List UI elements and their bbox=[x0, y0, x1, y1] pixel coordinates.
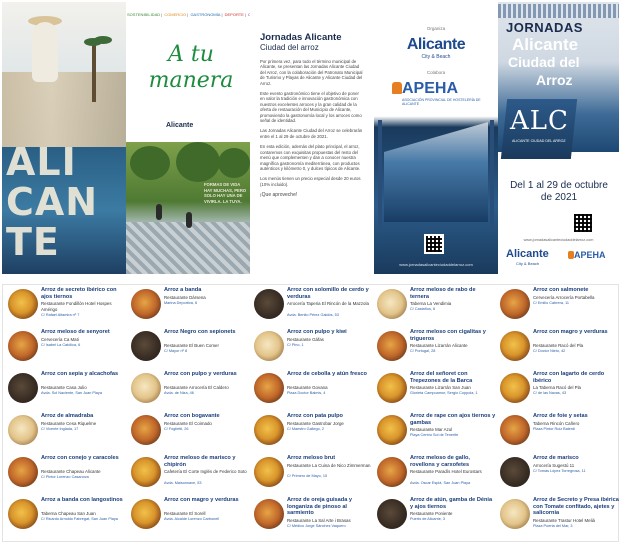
restaurant-name: Taberna Rincón Cañero bbox=[533, 420, 580, 426]
alicante-logo: Alicante bbox=[506, 248, 549, 260]
colabora-label: Colabora bbox=[426, 70, 446, 75]
restaurant-address: C/ Pino, 1 bbox=[287, 342, 304, 347]
rice-dish-photo bbox=[500, 373, 530, 403]
restaurant-address: Avda. Maisonnave, 53 bbox=[164, 480, 202, 485]
restaurant-address: Plaza Doctor Balmis, 4 bbox=[287, 391, 326, 396]
dish-name: Arroz de marisco bbox=[533, 455, 579, 461]
dish-name: Arroz meloso de marisco y chipirón bbox=[164, 455, 236, 468]
menu-item bbox=[374, 497, 497, 538]
restaurant-address: Puerto de Alicante, 3 bbox=[410, 517, 446, 522]
restaurant-address: C/ Doctor Nieto, 42 bbox=[533, 349, 566, 354]
restaurant-name: Taberna La Vendimia bbox=[410, 301, 452, 307]
rice-dish-photo bbox=[254, 289, 284, 319]
dish-name: Arroz de Secreto y Presa ibérica con Tomate confitado, ajetes y salicornia bbox=[533, 497, 619, 517]
restaurant-name: Restaurante Mar Azul bbox=[410, 427, 453, 433]
restaurant-address: C/ Primero de Mayo, 15 bbox=[287, 473, 328, 478]
restaurant-address: C/ Isabel La Católica, 6 bbox=[41, 342, 81, 347]
alc-badge-sub: ALICANTE CIUDAD DEL ARROZ bbox=[512, 139, 566, 143]
dish-name: Arroz con conejo y caracoles bbox=[41, 455, 119, 461]
palm-trunk bbox=[92, 42, 96, 102]
rice-dish-photo bbox=[131, 415, 161, 445]
menu-item bbox=[5, 413, 128, 454]
intro-paragraph: Los menús tienen un precio especial desde 20 euros (10% incluido). bbox=[260, 176, 361, 187]
restaurant-address: C/ Castaños, 6 bbox=[410, 307, 436, 312]
apeha-logo: APEHA bbox=[574, 250, 606, 260]
restaurant-address: C/ Emilio Cabrera, 11 bbox=[533, 300, 570, 305]
dish-name: Arroz con pulpo y kiwi bbox=[287, 329, 347, 335]
restaurant-address: Avda. Alcalde Lorenzo Carbonell bbox=[164, 517, 220, 522]
tagline: FORMAS DE VIDA HAY MUCHAS, PERO SOLO HAY UNA DE VIVIRLA. LA TUYA. bbox=[204, 182, 247, 204]
alicante-big-title bbox=[6, 142, 98, 262]
restaurant-name: Restaurante Lizarrán San Juan bbox=[410, 385, 471, 391]
intro-title: Jornadas Alicante bbox=[260, 32, 342, 43]
rice-dish-photo bbox=[131, 331, 161, 361]
cover-arroz: Arroz bbox=[536, 72, 573, 88]
mosaic-walkway bbox=[126, 222, 250, 274]
dish-name: Arroz del señoret con Trepezones de la Barca bbox=[410, 371, 473, 384]
dish-name: Arroz meloso de gallo, rovellons y carxofetes bbox=[410, 455, 470, 468]
restaurant-address: C/ Vicente Inglada, 17 bbox=[41, 426, 79, 431]
restaurant-name: Restaurante Lizarrán Alicante bbox=[410, 343, 468, 349]
dish-name: Arroz con bogavante bbox=[164, 413, 220, 419]
menu-item bbox=[5, 497, 128, 538]
restaurant-name: Cervecería Arrocería Portabella bbox=[533, 294, 595, 300]
restaurant-name: Taberna Chapeau San Juan bbox=[41, 511, 96, 517]
pedestrian bbox=[156, 204, 162, 220]
menu-column bbox=[128, 287, 251, 541]
restaurant-address: C/ Foglietti, 26 bbox=[164, 426, 189, 431]
dish-name: Arroz con magro y verduras bbox=[164, 497, 239, 503]
menu-item bbox=[497, 413, 620, 454]
dish-name: Arroz con pata pulpo bbox=[287, 413, 343, 419]
menu-column bbox=[5, 287, 128, 541]
alicante-logo: Alicante bbox=[406, 36, 466, 53]
qr-code-icon[interactable] bbox=[572, 212, 594, 234]
restaurant-name: Restaurante Cesa Riquelme bbox=[41, 420, 97, 426]
restaurant-address: C/ Tomás López Torregrosa, 11 bbox=[533, 468, 586, 473]
tree bbox=[218, 148, 250, 178]
restaurant-address: C/ Médico Jorge Sánchez Vaquero bbox=[287, 523, 346, 528]
menu-item bbox=[497, 497, 620, 538]
alc-badge-text: ALC bbox=[510, 106, 569, 136]
menu-item bbox=[128, 413, 251, 454]
menu-column bbox=[497, 287, 620, 541]
dish-name: Arroz a banda bbox=[164, 287, 202, 293]
panel-front-cover bbox=[498, 2, 619, 274]
decor-bar bbox=[490, 120, 494, 230]
restaurant-address: C/ Maestro Gallego, 2 bbox=[287, 426, 324, 431]
restaurant-address: Avda. de Niza, 46 bbox=[164, 391, 194, 396]
rice-dish-photo bbox=[377, 331, 407, 361]
intro-paragraph: En esta edición, además del plato principal, el arroz, contaremos con exquisitas propuestas del resto del menú que complementen y dan a conocer nuestra magnífica gastronomía mediterránea, con productos auténticos y kilómetro 0, y dulces típicos de Alicante. bbox=[260, 144, 361, 171]
menu-item bbox=[497, 455, 620, 496]
restaurant-name: La Taberna Racó del Pla bbox=[533, 385, 582, 391]
rice-dish-photo bbox=[254, 331, 284, 361]
restaurant-name: Arrocería Taperia El Rincón de la Mazzola bbox=[287, 301, 369, 307]
decor-bar bbox=[378, 120, 382, 230]
menu-item bbox=[251, 455, 374, 496]
menu-item bbox=[374, 329, 497, 370]
dish-name: Arroz con sepia y alcachofas bbox=[41, 371, 119, 377]
rice-dish-photo bbox=[500, 331, 530, 361]
rice-dish-photo bbox=[131, 499, 161, 529]
dish-name: Arroz de secreto ibérico con ajos tiernos bbox=[41, 287, 117, 300]
rice-dish-photo bbox=[377, 373, 407, 403]
restaurant-address: Marina Deportiva, 6 bbox=[164, 300, 198, 305]
pedestrian bbox=[186, 212, 192, 228]
restaurant-name: Restaurante Gáfas bbox=[287, 336, 324, 342]
menu-item bbox=[374, 371, 497, 412]
brochure-outside bbox=[2, 2, 619, 274]
menu-item bbox=[5, 287, 128, 328]
dish-name: Arroz de cebolla y atún fresco bbox=[287, 371, 367, 377]
strip-item: SOSTENIBILIDAD bbox=[127, 12, 161, 17]
woman-figure bbox=[32, 22, 58, 82]
intro-paragraph: Este evento gastronómico tiene el objetivo de poner en valor la tradición e innovación gastronómica con nuestros excelentes arroces y la gran calidad de la oferta de restauración del Municipio de Alicante, promoviendo la gastronomía local y los arroces como señal de identidad. bbox=[260, 91, 362, 124]
menu-item bbox=[497, 371, 620, 412]
menu-item bbox=[5, 455, 128, 496]
intro-paragraph: Las Jornadas Alicante Ciudad del Arroz se celebrarán entre el 1 al 29 de octubre de 2021. bbox=[260, 128, 363, 139]
dish-name: Arroz Negro con sepionets bbox=[164, 329, 236, 335]
tree bbox=[176, 142, 220, 182]
menu-item bbox=[251, 287, 374, 328]
cover-alicante: Alicante bbox=[512, 35, 579, 54]
dish-name: Arroz meloso brut bbox=[287, 455, 336, 461]
menu-item bbox=[251, 413, 374, 454]
dish-name: Arroz de foie y setas bbox=[533, 413, 588, 419]
rice-dish-photo bbox=[254, 457, 284, 487]
dish-name: Arroz meloso de rabo de ternera bbox=[410, 287, 476, 300]
restaurant-address: C/ Pintor Lorenzo Casanova bbox=[41, 475, 89, 480]
restaurant-name: Restaurante Govana bbox=[287, 385, 328, 391]
rice-dish-photo bbox=[377, 415, 407, 445]
restaurant-name: Restaurante El Buen Comer bbox=[164, 343, 219, 349]
restaurant-name: Restaurante Trastur Hotel Meliá bbox=[533, 517, 595, 523]
organiza-label: Organiza bbox=[426, 26, 446, 31]
restaurant-name: Cervecería Ca Mati bbox=[41, 336, 79, 342]
big-word-line: ALI bbox=[6, 140, 77, 184]
alicante-logo-sub: City & Beach bbox=[516, 261, 540, 266]
brochure-inside-menu-list bbox=[2, 284, 619, 542]
restaurant-address: C/ Rafael Altamira nº 7 bbox=[41, 312, 80, 317]
strip-item: GASTRONOMÍA bbox=[190, 12, 221, 17]
rice-dish-photo bbox=[8, 499, 38, 529]
restaurant-name: Restaurante Casa Julio bbox=[41, 385, 87, 391]
menu-item bbox=[5, 371, 128, 412]
restaurant-name: Restaurante El Sorell bbox=[164, 511, 206, 517]
restaurant-name: Restaurante El Coimado bbox=[164, 420, 212, 426]
tree bbox=[130, 146, 170, 180]
rice-dish-photo bbox=[131, 373, 161, 403]
apeha-sub: ASOCIACIÓN PROVINCIAL DE HOSTELERÍA DE ALICANTE bbox=[402, 98, 481, 106]
restaurant-address: Playa Centro Sol de Tenerife bbox=[410, 433, 459, 438]
menu-item bbox=[251, 371, 374, 412]
panel-slogan bbox=[126, 2, 250, 274]
menu-item bbox=[128, 329, 251, 370]
menu-item bbox=[128, 287, 251, 328]
restaurant-name: Restaurante Arrocería El Caldero bbox=[164, 385, 229, 391]
rice-dish-photo bbox=[377, 457, 407, 487]
restaurant-address: C/ Mayor nº 8 bbox=[164, 349, 188, 354]
menu-item bbox=[497, 329, 620, 370]
restaurant-name: Restaurante Paradís Hotel Eurostars bbox=[410, 469, 482, 475]
dish-name: Arroz con pulpo y verduras bbox=[164, 371, 237, 377]
big-word-line: CAN bbox=[6, 180, 99, 224]
dish-name: Arroz de oreja guisada y longaniza de pinoso al sarmiento bbox=[287, 497, 352, 517]
category-strip: SOSTENIBILIDAD| COMERCIO| GASTRONOMÍA| DEPORTE| bbox=[126, 12, 250, 17]
event-dates: Del 1 al 29 de octubre de 2021 bbox=[510, 180, 608, 203]
rice-dish-photo bbox=[500, 457, 530, 487]
intro-paragraph: Por primera vez, para todo el término municipal de Alicante, se presentan las Jornadas Alicante Ciudad del Arroz, con la colaboración del Patronato Municipal de Turismo y Playas de Alicante y Alicante Ciudad del Arroz. bbox=[260, 59, 363, 86]
cover-jornadas: JORNADAS bbox=[506, 20, 583, 35]
rice-dish-photo bbox=[8, 415, 38, 445]
cover-ciudad: Ciudad del bbox=[508, 54, 580, 70]
rice-dish-photo bbox=[500, 415, 530, 445]
restaurant-address: C/ de las Navas, 43 bbox=[533, 391, 567, 396]
dish-name: Arroz con lagarto de cerdo ibérico bbox=[533, 371, 605, 384]
rice-dish-photo bbox=[377, 289, 407, 319]
intro-closing: ¡Que aproveche! bbox=[260, 192, 298, 199]
panel-intro bbox=[250, 2, 374, 274]
rice-dish-photo bbox=[254, 415, 284, 445]
restaurant-name: Restaurante Dársena bbox=[164, 294, 206, 300]
restaurant-address: Glorieta Campoamor, Sergio Coppola, 1 bbox=[410, 391, 478, 396]
chef-hat-icon bbox=[392, 82, 402, 94]
menu-item bbox=[128, 371, 251, 412]
menu-item bbox=[251, 329, 374, 370]
dish-name: Arroz de atún, gamba de Dénia y ajos tiernos bbox=[410, 497, 493, 510]
dish-name: Arroz con solomillo de cerdo y verduras bbox=[287, 287, 369, 300]
big-word-line: TE bbox=[6, 220, 60, 264]
menu-item bbox=[374, 413, 497, 454]
dish-name: Arroz meloso de senyoret bbox=[41, 329, 110, 335]
restaurant-name: Restaurante Fondillón Hotel Hospes Amérigo bbox=[41, 301, 112, 312]
menu-item bbox=[251, 497, 374, 538]
rice-dish-photo bbox=[377, 499, 407, 529]
menu-item bbox=[128, 455, 251, 496]
restaurant-address: Plaza Pintor Ruiz Balerdi bbox=[533, 426, 575, 431]
rice-dish-photo bbox=[8, 373, 38, 403]
restaurant-address: C/ Portugal, 28 bbox=[410, 349, 436, 354]
alicante-logo-small: Alicante bbox=[166, 122, 194, 129]
menu-column bbox=[251, 287, 374, 541]
panel-cover-photo bbox=[2, 2, 126, 274]
restaurant-address: Plaza Puerta del Mar, 3 bbox=[533, 523, 573, 528]
rice-dish-photo bbox=[131, 457, 161, 487]
promenade-photo bbox=[126, 142, 250, 274]
strip-item: DEPORTE bbox=[224, 12, 244, 17]
slogan: A tu manera bbox=[148, 42, 234, 93]
restaurant-address: Avda. Benito Pérez Galdós, 53 bbox=[287, 312, 339, 317]
restaurant-name: Restaurante Poniente bbox=[410, 511, 453, 517]
menu-item bbox=[374, 287, 497, 328]
dish-name: Arroz de rape con ajos tiernos y gambas bbox=[410, 413, 496, 426]
restaurant-address: C/ Ricardo Arnoldo Fabregat, San Juan Playa bbox=[41, 517, 118, 522]
rice-dish-photo bbox=[8, 331, 38, 361]
rice-dish-photo bbox=[500, 289, 530, 319]
qr-code-icon[interactable] bbox=[424, 234, 444, 254]
menu-item bbox=[497, 287, 620, 328]
dish-name: Arroz a banda con langostinos bbox=[41, 497, 123, 503]
restaurant-address: Avda. Oscar Esplá, San Juan Playa bbox=[410, 480, 471, 485]
dish-name: Arroz de almadraba bbox=[41, 413, 94, 419]
rice-dish-photo bbox=[8, 457, 38, 487]
restaurant-name: Restaurante Racó del Pla bbox=[533, 343, 584, 349]
restaurant-name: Restaurante Gastrobar Jorge bbox=[287, 420, 344, 426]
restaurant-name: Arrocería Sugestú 11 bbox=[533, 462, 575, 468]
sea-photo bbox=[384, 122, 488, 222]
website-url[interactable]: www.jornadasalicanteciudaddelarroz.com bbox=[399, 262, 473, 267]
website-url[interactable]: www.jornadasalicanteciudaddelarroz.com bbox=[523, 238, 594, 242]
strip-item: COMERCIO bbox=[164, 12, 187, 17]
restaurant-name: Restaurante La Cuina de Nico Zimmerman bbox=[287, 462, 371, 468]
restaurant-name: Restaurante La Sal Arte i Brasas bbox=[287, 517, 351, 523]
dish-name: Arroz con salmonete bbox=[533, 287, 589, 293]
restaurant-name: Restaurante Chapeau Alicante bbox=[41, 469, 101, 475]
rice-dish-photo bbox=[254, 499, 284, 529]
restaurant-name: Cafetería El Corte Inglés de Federico Soto bbox=[164, 469, 247, 475]
rice-dish-photo bbox=[8, 289, 38, 319]
menu-item bbox=[5, 329, 128, 370]
dish-name: Arroz con magro y verduras bbox=[533, 329, 608, 335]
alicante-logo-sub: City & Beach bbox=[421, 54, 451, 60]
rice-dish-photo bbox=[131, 289, 161, 319]
intro-subtitle: Ciudad del arroz bbox=[260, 43, 319, 52]
menu-column bbox=[374, 287, 497, 541]
rice-dish-photo bbox=[254, 373, 284, 403]
dish-name: Arroz meloso con cigalitas y trigueros bbox=[410, 329, 486, 342]
apeha-logo: APEHA bbox=[402, 80, 459, 97]
skyline bbox=[498, 4, 619, 18]
rice-dish-photo bbox=[500, 499, 530, 529]
palm-leaf bbox=[94, 36, 112, 44]
restaurant-address: Avda. Sol Naciente, San Juan Playa bbox=[41, 391, 102, 396]
menu-item bbox=[128, 497, 251, 538]
panel-sponsors bbox=[374, 2, 498, 274]
menu-item bbox=[374, 455, 497, 496]
